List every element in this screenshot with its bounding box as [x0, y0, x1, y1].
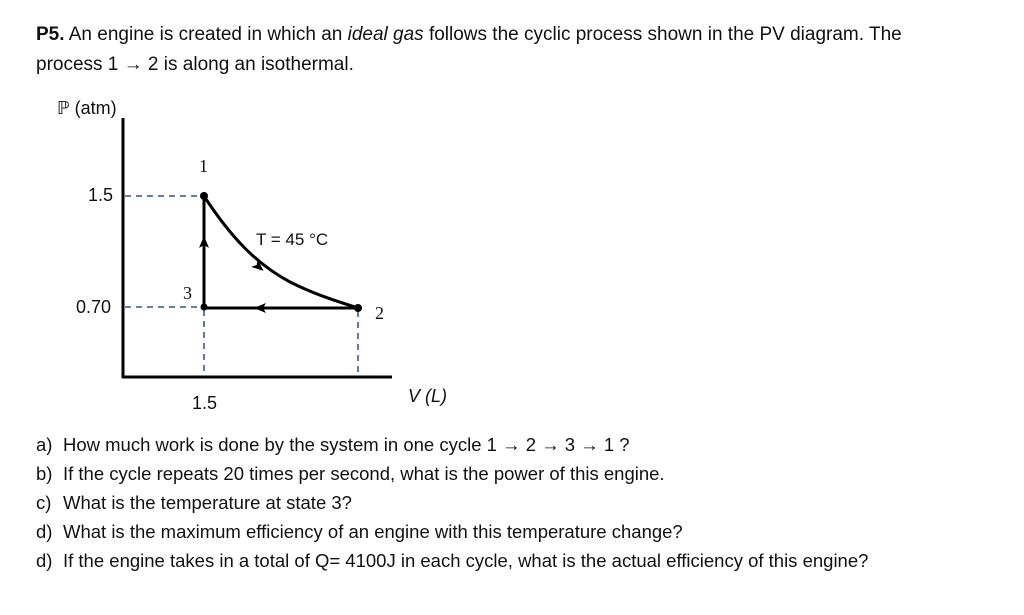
- question-c: [36, 488, 996, 517]
- y-tick-label-high: 1.5: [88, 185, 114, 205]
- question-text: If the engine takes in a total of Q= 4100J in each cycle, what is the actual efficiency of this engine?: [63, 550, 869, 571]
- state-point-3: [201, 304, 208, 311]
- problem-text-part-2: follows the cyclic process shown in the PV diagram. The: [423, 24, 902, 45]
- question-text: How much work is done by the system in one cycle 1 → 2 → 3 → 1 ?: [63, 434, 630, 455]
- x-tick-label: 1.5: [192, 393, 218, 413]
- state-point-1: [200, 192, 208, 200]
- question-a: [36, 430, 996, 459]
- state-label-3: 3: [183, 283, 192, 303]
- process-1-2-isotherm: [204, 196, 358, 308]
- state-label-1: 1: [199, 156, 208, 176]
- question-b: [36, 459, 996, 488]
- question-letter: b): [36, 463, 53, 484]
- problem-number: P5.: [36, 24, 65, 45]
- question-d1: [36, 517, 996, 546]
- question-text: If the cycle repeats 20 times per second, what is the power of this engine.: [63, 463, 665, 484]
- question-list: [36, 430, 996, 575]
- problem-text-emphasis: ideal gas: [347, 24, 424, 45]
- state-label-2: 2: [375, 303, 384, 323]
- problem-line-2: process 1 → 2 is along an isothermal.: [36, 54, 354, 75]
- question-letter: d): [36, 521, 53, 542]
- question-letter: d): [36, 550, 53, 571]
- y-tick-label-low: 0.70: [76, 297, 112, 317]
- state-point-2: [354, 304, 362, 312]
- problem-text-part-1: An engine is created in which an: [64, 24, 348, 45]
- question-text: What is the maximum efficiency of an engine with this temperature change?: [63, 521, 683, 542]
- x-axis-label: V (L): [408, 386, 448, 406]
- question-letter: c): [36, 492, 52, 513]
- question-d2: [36, 546, 996, 575]
- y-axis-label: ℙ (atm): [57, 98, 117, 118]
- question-text: What is the temperature at state 3?: [63, 492, 352, 513]
- question-letter: a): [36, 434, 53, 455]
- isotherm-label: T = 45 °C: [256, 230, 329, 249]
